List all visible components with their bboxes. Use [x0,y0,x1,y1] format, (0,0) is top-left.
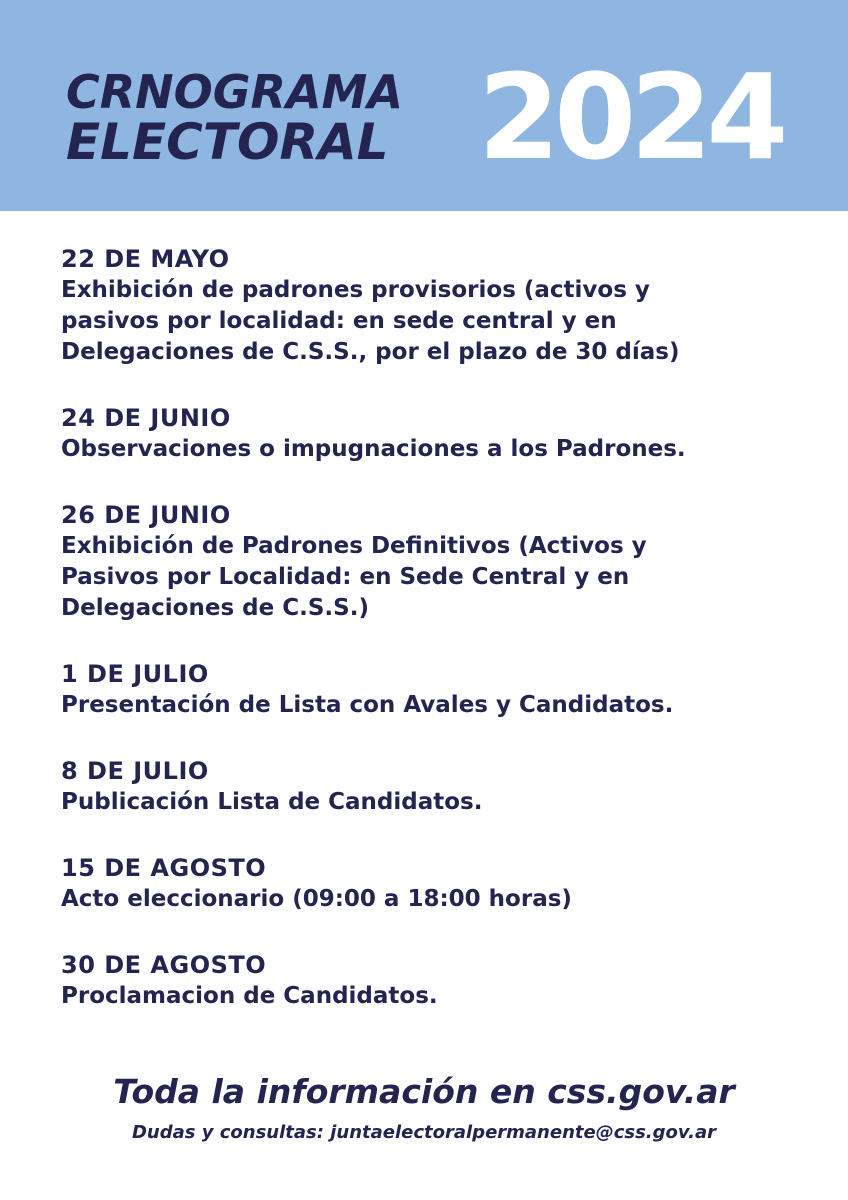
event-description-line: Presentación de Lista con Avales y Candidatos. [61,692,674,718]
footer-website-text: Toda la información en css.gov.ar [113,1072,735,1111]
event-item [61,402,821,465]
event-item [61,658,821,721]
event-description-line: Exhibición de Padrones Definitivos (Activos y [61,533,647,559]
event-list [61,243,821,1046]
event-item [61,243,821,368]
event-item [61,949,821,1012]
footer-contact-email[interactable]: Dudas y consultas: juntaelectoralpermanente@css.gov.ar [131,1122,717,1143]
event-date: 15 DE AGOSTO [61,854,267,882]
event-item [61,852,821,915]
event-description-line: Observaciones o impugnaciones a los Padrones. [61,436,686,462]
title-line-1: CRNOGRAMA [66,65,403,119]
event-item [61,755,821,818]
event-date: 8 DE JULIO [61,757,209,785]
event-description-line: Proclamacion de Candidatos. [61,983,438,1009]
event-date: 30 DE AGOSTO [61,951,267,979]
year-label: 2024 [478,48,783,186]
event-description-line: Delegaciones de C.S.S.) [61,595,369,621]
event-date: 24 DE JUNIO [61,404,231,432]
event-item [61,499,821,624]
event-description-line: Pasivos por Localidad: en Sede Central y en [61,564,630,590]
event-description-line: Delegaciones de C.S.S., por el plazo de 30 días) [61,339,680,365]
event-description-line: Exhibición de padrones provisorios (activos y [61,277,650,303]
event-description-line: pasivos por localidad: en sede central y en [61,308,617,334]
event-date: 26 DE JUNIO [61,501,231,529]
event-description-line: Publicación Lista de Candidatos. [61,789,483,815]
event-date: 22 DE MAYO [61,245,230,273]
event-date: 1 DE JULIO [61,660,209,688]
title-line-2: ELECTORAL [66,113,389,171]
header-banner [0,0,848,211]
event-description-line: Acto eleccionario (09:00 a 18:00 horas) [61,886,572,912]
